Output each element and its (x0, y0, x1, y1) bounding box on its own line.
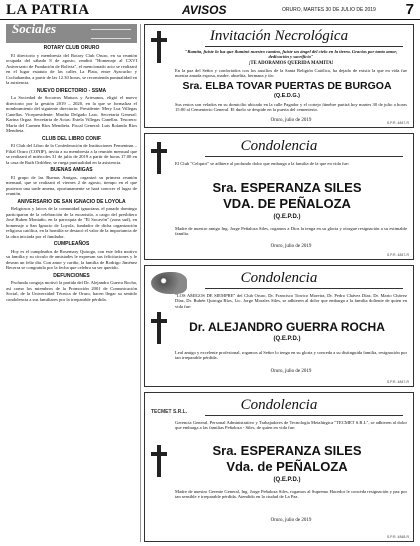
social-item (6, 168, 137, 197)
deceased-name-line2: VDA. DE PEÑALOZA (223, 196, 351, 211)
notice-body-text: Sus restos son velados en su domicilio ubicado en la calle Pagador y el cortejo fúnebre partirá hoy martes 30 de julio a horas 15:00 al Cementerio General. El duelo se despide en la puerta del cementerio. (175, 102, 407, 113)
necrology-invitation (144, 24, 414, 128)
section-title: AVISOS (182, 3, 227, 17)
notice-signature: Oruro, julio de 2019 (270, 518, 312, 523)
deceased-name-line2: Vda. de PEÑALOZA (226, 459, 348, 474)
notice-code: S.P.R. 4847-R (386, 121, 409, 125)
notice-body-text: Madre de nuestro amigo Ing. Jorge Peñaloza Siles, rogamos a Dios la tenga en su gloria y otorgue resignación a su estimable familia. (175, 226, 407, 237)
notice-quote: "Ramita, fuiste la luz que iluminó nuestro camino, fuiste un ángel del cielo en la tierra. Gracias por tanto amor, dedicación y sacrificio" (184, 49, 398, 60)
notice-subhead: ¡TE ADORAMOS QUERIDA MAMITA! (248, 61, 334, 66)
column-divider (140, 24, 141, 542)
deceased-name: Sra. ELBA TOVAR PUERTAS DE BURGOA (182, 80, 392, 92)
social-item-text: El directorio y membresía del Rotary Club Oruro, en su reunión ocupada del sábado 8 de agosto, rendirá "Homenaje al CXVI Aniversario de Fundación de Bolivia", el mencionado acto se realizará en el lugar estatuto de las calles La Plata, entre Ayacucho y Cochabamba, a partir de las 12.30 horas, se recomienda puntualidad en la asistencia. (6, 52, 137, 85)
social-item-title: DEFUNCIONES (53, 272, 90, 279)
deceased-name-line1: Sra. ESPERANZA SILES (212, 443, 362, 458)
social-item-title: CUMPLEAÑOS (53, 241, 90, 247)
notice-signature: Oruro, julio de 2019 (270, 244, 312, 249)
social-item (6, 274, 137, 303)
social-item-text: El Club del Libro de la Confederación de Instituciones Femeninas – Filial Oruro (CONIF), invita a su membresía a la reunión mensual que se realizará el miércoles 31 de julio de 2019 a partir de horas 17.00 en la casa de Ruth Ordóñez, se ruega puntualidad en la asistencia. (6, 143, 137, 165)
social-item-text: La Sociedad de Socorros Mutuos y Artesanos, eligió el nuevo directorio por la gestión 2019 – 2020, en la que se formaliza el nombramiento del siguiente directorio: Presidente: Mery Luz Villegas Canellas. Vicepresidente: Martha Delgado Laro. Secretaria General: Karina Orgaz. Secretaria de Actas: Estela Villegas Canellas. Tesorera: María del Carmen Ríos Mendieta. Fiscal General: Luis Rolando Ríos Mendieta. (6, 95, 137, 133)
page-header (0, 0, 420, 20)
page-number: 7 (405, 1, 414, 18)
notice-intro-text: En la paz del Señor y confortados con los auxilios de la Santa Religión Católica, ha dejado de existir la que en vida fue nuestra amada esposa, madre, abuelita, hermana y tía: (175, 68, 407, 79)
social-item (6, 200, 137, 240)
social-item-title: ANIVERSARIO DE SAN IGNACIO DE LOYOLA (17, 198, 126, 205)
condolence-notice (144, 392, 414, 542)
notice-code: S.P.R. 4848-R (386, 535, 409, 539)
social-item-text: El grupo de las Buenas Amigas, organizó su primera reunión mensual, que se realizará el viernes 2 de agosto, tiempo en el que pusieron una tarde amena, oportunamente se hará conocer el lugar de reunión. (6, 174, 137, 196)
condolence-notice (144, 265, 414, 387)
tecmet-logo: TECMET S.R.L. (151, 409, 188, 415)
deceased-name: Dr. ALEJANDRO GUERRA ROCHA (189, 320, 385, 334)
title-underline (205, 46, 403, 47)
condolence-notice (144, 133, 414, 260)
social-item (6, 137, 137, 166)
newspaper-title: LA PATRIA (6, 2, 90, 18)
social-item-title: NUEVO DIRECTORIO - SSMA (36, 87, 107, 94)
notice-title: Condolencia (240, 270, 318, 286)
deceased-name-line1: Sra. ESPERANZA SILES (212, 180, 362, 195)
sociales-column (6, 24, 137, 542)
title-underline (205, 288, 403, 289)
social-item (6, 89, 137, 134)
social-item-text: Hoy es el cumpleaños de Rosemary Quiroga, con este feliz motivo su familia y su círculo de amistades le expresan sus felicitaciones y le desean un feliz día. Con amor y cariño, la familia de Rodrigo Jiménez Becerra se congratula por la fecha que celebra su ser querido. (6, 248, 137, 270)
notice-intro-text: "LOS AMIGOS DE SIEMPRE" del Club Oruro, Dr. Francisco Torrico Moreira, Dr. Pedro Chávez Díaz, Dr. Mario Chávez Díaz, Dr. Rubén Quiroga Ríos, Lic. Jorge Morales Siles, se adhieren al dolor que embarga a la familia doliente de quien en vida fue: (175, 293, 407, 309)
title-underline (205, 415, 403, 416)
issue-date: ORURO, MARTES 30 DE JULIO DE 2019 (282, 7, 376, 13)
notice-signature: Oruro, julio de 2019 (270, 118, 312, 123)
notice-signature: Oruro, julio de 2019 (270, 369, 312, 374)
social-item-text: Religiosos y laicos de la comunidad ignaciana, el pasado domingo participaron de la celebración de la eucaristía, a cargo del presbítero José Ruben Montaño, en la parroquia de "El Socavón" (zona sud), en homenaje a San Ignacio de Loyola, fundador de dicha organización religiosa católica, en la homilía se destacó el valor de la importancia de la obra iniciada por el fundador. (6, 206, 137, 239)
notice-intro-text: El Club "Celquiri" se adhiere al profundo dolor que embarga a la familia de la que en vida fue: (175, 161, 350, 166)
rip-abbrev: (Q.E.P.D.) (273, 477, 301, 483)
notice-body-text: Madre de nuestro Gerente General, Ing. Jorge Peñaloza Siles, rogamos al Supremo Hacedor le conceda resignación y paz por tan sensible e irreparable pérdida. Atendido en la ciudad de La Paz. (175, 489, 407, 500)
rip-abbrev: (Q.E.P.D.) (273, 214, 301, 220)
social-item-title: BUENAS AMIGAS (50, 167, 93, 173)
social-item-text: Profunda congoja motivó la partida del Dr. Alejandro Guerra Rocha, así como los miembros de la Promoción 2001 de Comunicación Social, de la Universidad Técnica de Oruro, hacen llegar su sentido condolencia a sus familiares por la irreparable pérdida. (6, 280, 137, 302)
title-underline (205, 156, 403, 157)
social-item-title: CLUB DEL LIBRO CONIF (41, 135, 102, 142)
sociales-banner: Sociales (6, 24, 137, 43)
notice-code: S.P.R. 4847-R (386, 380, 409, 384)
social-item (6, 46, 137, 86)
social-item (6, 242, 137, 271)
notice-body-text: Leal amigo y excelente profesional, rogamos al Señor lo tenga en su gloria y conceda a su distinguida familia, resignación por tan irreparable pérdida. (175, 350, 407, 361)
notice-title: Condolencia (240, 397, 318, 413)
rip-abbrev: (Q.E.P.D.) (273, 336, 301, 342)
notice-intro-text: Gerencia General, Personal Administrativo y Trabajadores de Tecnología Metalúrgica "TECMET S.R.L", se adhieren al dolor que embarga a las familias Peñaloza - Siles, de quien en vida fue: (175, 420, 407, 431)
social-item-title: ROTARY CLUB ORURO (43, 45, 100, 51)
rip-abbrev: (Q.E.D.G.) (274, 93, 300, 99)
notice-title: Condolencia (240, 138, 318, 154)
notice-title: Invitación Necrológica (209, 28, 349, 44)
notice-code: S.P.R. 4847-R (386, 253, 409, 257)
